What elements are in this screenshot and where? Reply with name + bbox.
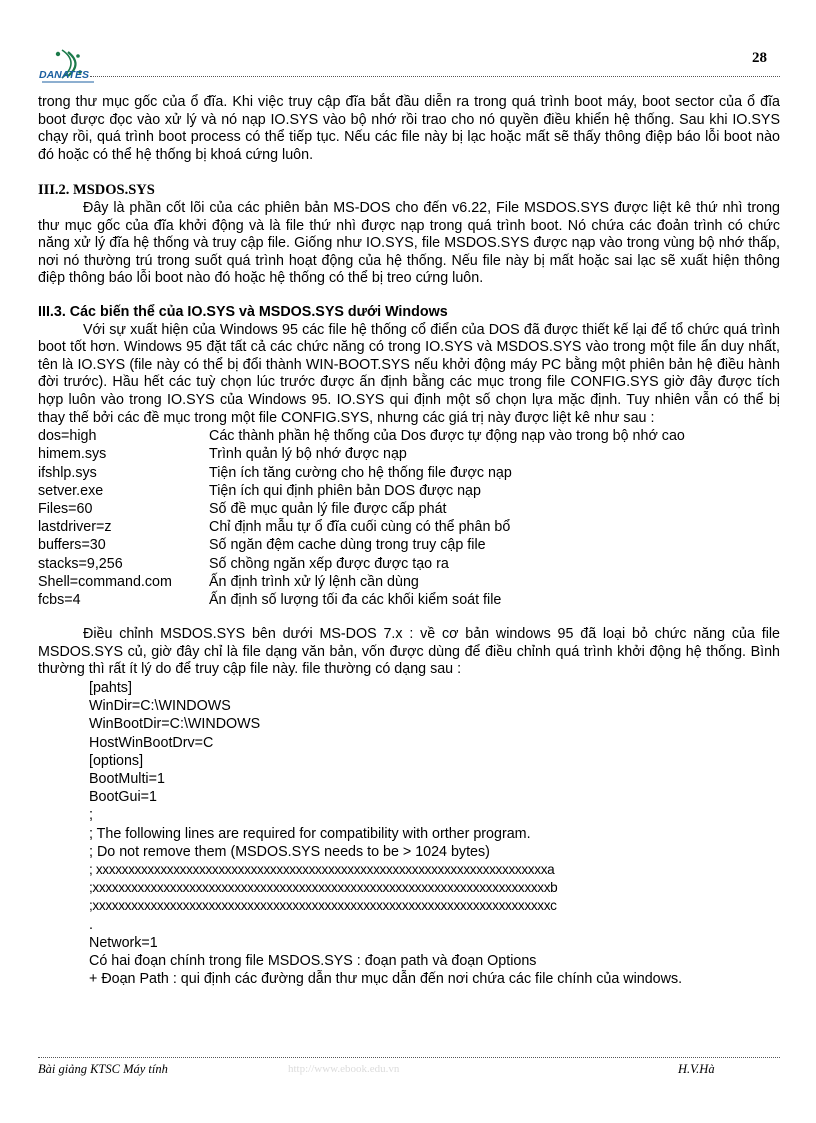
footer-rule	[38, 1057, 780, 1058]
paragraph-iosys-continued: trong thư mục gốc của ổ đĩa. Khi việc truy cập đĩa bắt đầu diễn ra trong quá trình boot máy, boot sector của ổ đĩa boot được đọc vào xử lý và nó nạp IO.SYS vào bộ nhớ rồi trao cho nó quyền điều khiển hệ thống. Sau khi IO.SYS chạy rồi, quá trình boot process có thể tiếp tục. Nếu các file này bị lạc hoặc mất sẽ thấy thông điệp báo lỗi boot nào đó hoặc có thể hệ thống bị khoá cứng luôn.	[38, 94, 780, 163]
setting-key: stacks=9,256	[38, 555, 123, 572]
paragraph-windows-variants: Với sự xuất hiện của Windows 95 các file hệ thống cổ điển của DOS đã được thiết kế lại để tổ chức quá trình boot tốt hơn. Windows 95 đặt tất cả các chức năng có trong IO.SYS và MSDOS.SYS vào trong một file ẩn duy nhất, tên là IO.SYS (file này có thể bị đổi thành WIN-BOOT.SYS nếu khởi động máy PC bằng một phiên bản hệ điều hành đời trước). Hầu hết các tuỳ chọn lúc trước được ấn định bằng các mục trong file CONFIG.SYS giờ đây được tích hợp luôn vào trong IO.SYS của Windows 95. IO.SYS qui định một số chọn lựa mặc định. Tuy nhiên vẫn có thể bị thay thế bởi các đề mục trong một file CONFIG.SYS, nhưng các giá trị này được liệt kê như sau :	[38, 321, 780, 426]
setting-key: buffers=30	[38, 537, 106, 554]
footer-watermark-url: http://www.ebook.edu.vn	[288, 1063, 400, 1075]
table-row	[38, 482, 780, 500]
listing-line: BootMulti=1	[89, 770, 165, 787]
danates-logo	[38, 48, 100, 88]
setting-key: fcbs=4	[38, 591, 81, 608]
page-number: 28	[752, 50, 767, 66]
paragraph-msdos7-adjust: Điều chỉnh MSDOS.SYS bên dưới MS-DOS 7.x : về cơ bản windows 95 đã loại bỏ chức năng của file MSDOS.SYS củ, giờ đây chỉ là file dạng văn bản, vốn được dùng để điều chỉnh quá trình khởi động hệ thống. Bình thường thì rất ít lý do để truy cập file này. file thường có dạng sau :	[38, 626, 780, 678]
listing-line: WinDir=C:\WINDOWS	[89, 698, 231, 715]
setting-key: ifshlp.sys	[38, 464, 97, 481]
table-row	[38, 573, 780, 591]
setting-desc: Số đề mục quản lý file được cấp phát	[209, 500, 447, 517]
table-row	[38, 500, 780, 518]
listing-line: BootGui=1	[89, 789, 157, 806]
listing-line: [pahts]	[89, 679, 132, 696]
table-row	[38, 536, 780, 554]
setting-key: dos=high	[38, 428, 97, 445]
setting-desc: Ấn định số lượng tối đa các khối kiểm soát file	[209, 591, 502, 608]
listing-line: Network=1	[89, 934, 158, 951]
heading-msdos-sys: III.2. MSDOS.SYS	[38, 182, 155, 199]
main-content	[38, 94, 780, 988]
listing-line: HostWinBootDrv=C	[89, 734, 214, 751]
setting-desc: Tiện ích qui định phiên bản DOS được nạp	[209, 482, 481, 499]
footer-author: H.V.Hà	[678, 1062, 715, 1076]
paragraph-msdos-sys: Đây là phần cốt lõi của các phiên bản MS-DOS cho đến v6.22, File MSDOS.SYS được liệt kê thứ nhì trong thư mục gốc của đĩa khởi động và là file thứ nhì được nạp trong quá trình boot. Nó chứa các đoản trình có chức năng xử lý đĩa hệ thống và truy cập file. Giống như IO.SYS, file MSDOS.SYS được nạp vào trong vùng bộ nhớ thấp, nơi nó thường trú trong suốt quá trình hoạt động của hệ thống. Nếu file này bị mất hoặc sai lạc sẽ xuất hiện thông điệp thông báo lỗi boot nào đó hoặc hệ thống có thể bị treo cứng luôn.	[38, 199, 780, 287]
setting-desc: Các thành phần hệ thống của Dos được tự động nạp vào trong bộ nhớ cao	[209, 428, 685, 445]
listing-line: ;	[89, 807, 93, 824]
table-row	[38, 445, 780, 463]
setting-key: lastdriver=z	[38, 519, 112, 536]
setting-desc: Số chồng ngăn xếp được được tạo ra	[209, 555, 449, 572]
listing-line: WinBootDir=C:\WINDOWS	[89, 716, 261, 733]
listing-line: .	[89, 916, 93, 933]
listing-line: ;xxxxxxxxxxxxxxxxxxxxxxxxxxxxxxxxxxxxxxxxxxxxxxxxxxxxxxxxxxxxxxxxxxxxxxxb	[89, 880, 558, 896]
table-row	[38, 555, 780, 573]
setting-desc: Số ngăn đệm cache dùng trong truy cập file	[209, 537, 486, 554]
listing-line: ;xxxxxxxxxxxxxxxxxxxxxxxxxxxxxxxxxxxxxxxxxxxxxxxxxxxxxxxxxxxxxxxxxxxxxxxc	[89, 898, 557, 914]
table-row	[38, 591, 780, 609]
listing-line: [options]	[89, 752, 144, 769]
setting-desc: Ấn định trình xử lý lệnh cần dùng	[209, 573, 419, 590]
table-row	[38, 464, 780, 482]
svg-text:DANATES: DANATES	[39, 69, 89, 81]
setting-key: Files=60	[38, 500, 93, 517]
listing-line: Có hai đoạn chính trong file MSDOS.SYS : đoạn path và đoạn Options	[89, 952, 537, 969]
setting-desc: Trình quản lý bộ nhớ được nạp	[209, 446, 407, 463]
msdos-sys-listing	[89, 679, 780, 988]
listing-line: ; The following lines are required for compatibility with orther program.	[89, 825, 531, 842]
listing-line: ; xxxxxxxxxxxxxxxxxxxxxxxxxxxxxxxxxxxxxxxxxxxxxxxxxxxxxxxxxxxxxxxxxxxxxxa	[89, 861, 555, 877]
header-rule	[90, 76, 780, 77]
listing-line: + Đoạn Path : qui định các đường dẫn thư mục dẫn đến nơi chứa các file chính của windows.	[89, 971, 683, 988]
setting-desc: Tiện ích tăng cường cho hệ thống file được nạp	[209, 464, 512, 481]
footer-course-title: Bài giảng KTSC Máy tính	[38, 1062, 168, 1076]
listing-line: ; Do not remove them (MSDOS.SYS needs to be > 1024 bytes)	[89, 843, 490, 860]
table-row	[38, 518, 780, 536]
setting-key: himem.sys	[38, 446, 107, 463]
heading-windows-variants: III.3. Các biến thể của IO.SYS và MSDOS.SYS dưới Windows	[38, 303, 448, 320]
spacer	[38, 609, 780, 626]
table-row	[38, 427, 780, 445]
default-settings-table	[38, 427, 780, 609]
setting-key: Shell=command.com	[38, 573, 172, 590]
setting-key: setver.exe	[38, 482, 104, 499]
setting-desc: Chỉ định mẫu tự ổ đĩa cuối cùng có thể phân bổ	[209, 519, 511, 536]
